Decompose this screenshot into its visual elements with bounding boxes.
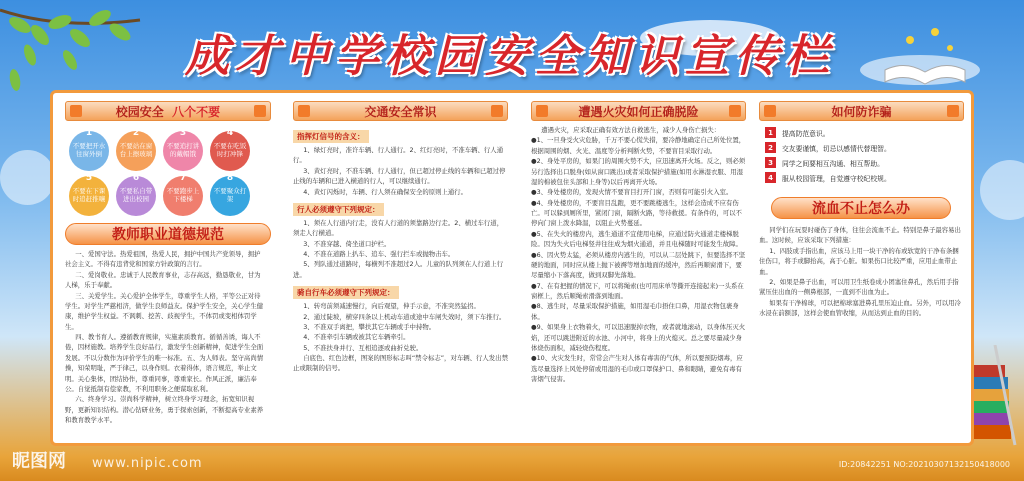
dont-text: 不要在吃饭时打冲锋 xyxy=(213,142,247,158)
traffic-line: 1、绿灯亮时，准许车辆、行人通行。2、红灯亮时，不准车辆、行人通行。 xyxy=(293,146,504,165)
fire-item: ●1、一旦身受火灾危胁，千万不要心慌失措，要冷静地确定自己所处位置，根据周围的烟、火光、温度等分析判断火势，不要盲目采取行动。 xyxy=(531,136,746,155)
bleeding-paragraph: 1、四肢或手指出血，应该马上用一块干净的布或软宽的干净布条捆住伤口，将手或脚抬高，高于心脏。如果伤口比较严重，应用止血带止血。 xyxy=(759,246,959,276)
traffic-line: 4、不准牵引车辆或被其它车辆牵引。 xyxy=(303,333,410,342)
fraud-title: 如何防诈骗 xyxy=(831,104,892,119)
bleeding-paragraph: 2、如果是鼻子出血，可以用卫生纸卷成小团塞住鼻孔，然后用手指紧压住出血的一侧鼻根部，一直到不出血为止。 xyxy=(759,277,959,297)
dont-item-6 xyxy=(116,173,156,216)
bleeding-header: 流血不止怎么办 xyxy=(771,197,951,219)
pedestrian-subtitle: 行人必须遵守下列规定： xyxy=(293,203,384,216)
traffic-header xyxy=(293,101,508,121)
dont-number: 3 xyxy=(179,128,187,138)
dont-item-7 xyxy=(163,173,203,216)
fire-item: ●3、身处楼房的，发现火情不要盲目打开门窗，否则有可能引火入室。 xyxy=(531,188,733,197)
fire-escape-list xyxy=(531,135,746,384)
bleeding-paragraph: 同学们在玩耍时碰伤了身体，往往会流血不止。特别是鼻子最容易出血。这时候，应该采取下列措施： xyxy=(759,226,961,245)
dont-item-5 xyxy=(69,173,109,216)
dont-number: 4 xyxy=(226,128,234,138)
fraud-list xyxy=(759,127,964,183)
fraud-number: 3 xyxy=(765,157,776,168)
fraud-header xyxy=(759,101,964,121)
ethics-paragraph: 四、教书育人。遵循教育规律，实施素质教育。循循善诱，诲人不倦，因材施教。培养学生良好品行，激发学生创新精神，促进学生全面发展。不以分数作为评价学生的唯一标准。五、为人师表。坚守高尚情操，知荣明耻，严于律己，以身作则。衣着得体，语言规范，举止文明。关心集体，团结协作，尊重同事，尊重家长。作风正派，廉洁奉公。自觉抵制有偿家教，不利用职务之便谋取私利。 xyxy=(65,333,264,393)
column-traffic xyxy=(293,101,508,374)
dont-text: 不要私自带进出校园 xyxy=(119,187,153,203)
traffic-line: 5、不准扶身并行、互相追逐或曲折兑驶。 xyxy=(303,343,423,352)
bulletin-board xyxy=(50,90,974,446)
bleeding-text xyxy=(759,225,964,318)
dont-text: 不要追打讲的戴帽饿 xyxy=(166,142,200,158)
traffic-line: 2、通过陡坡，横穿四条以上机动车道或途中车闸失效时，须下车推行。 xyxy=(303,312,506,321)
fraud-number: 4 xyxy=(765,172,776,183)
dont-item-8 xyxy=(210,173,250,216)
fire-escape-title: 遭遇火灾如何正确脱险 xyxy=(578,104,699,119)
traffic-line: 4、不准在道路上扒车、追车、强行拦车或抛物击车。 xyxy=(303,250,455,258)
dont-number: 7 xyxy=(179,173,187,183)
ethics-paragraph: 二、爱岗敬业。忠诚于人民教育事业，志存高远，勤恳敬业，甘为人梯，乐于奉献。 xyxy=(65,270,261,290)
ethics-paragraph: 一、爱国守法。热爱祖国，热爱人民，拥护中国共产党领导，拥护社会主义。不得有违背党和国家方针政策的言行。 xyxy=(65,250,261,269)
traffic-line: 自底色、红色边框，图案的图形标志叫“禁令标志”，对车辆、行人发出禁止或限制的信号。 xyxy=(293,354,508,373)
teacher-ethics-text xyxy=(65,249,265,425)
dont-number: 5 xyxy=(85,173,93,183)
dont-item-1 xyxy=(69,128,109,171)
ethics-paragraph: 三、关爱学生。关心爱护全体学生，尊重学生人格，平等公正对待学生。对学生严慈相济，做学生良师益友。保护学生安全，关心学生健康，维护学生权益。不讽刺、挖苦、歧视学生，不体罚或变相体罚学生。 xyxy=(65,291,264,331)
campus-safety-label: 校园安全 xyxy=(115,104,164,119)
traffic-line: 3、不准穿越、倚坐道口护栏。 xyxy=(303,239,391,248)
fire-escape-header xyxy=(531,101,746,121)
watermark-url: www.nipic.com xyxy=(92,456,203,471)
pedestrian-text xyxy=(293,218,508,280)
bicycle-subtitle: 骑自行车必须遵守下列规定： xyxy=(293,286,399,299)
open-book-icon xyxy=(880,20,970,90)
traffic-line: 3、不准双手离把，攀扶其它车辆或手中持物。 xyxy=(303,322,436,331)
dont-number: 8 xyxy=(226,173,234,183)
column-fraud-blood xyxy=(759,101,964,318)
dont-text: 不要站在窗台上擦玻璃 xyxy=(119,142,153,158)
fraud-text: 同学之间要相互沟通、相互帮助。 xyxy=(782,159,884,168)
fraud-item xyxy=(765,172,964,183)
dont-number: 6 xyxy=(132,173,140,183)
bicycle-text xyxy=(293,301,508,374)
page-title: 成才中学校园安全知识宣传栏 xyxy=(185,31,835,82)
fire-item: ●4、身处楼房的，不要盲目乱跑，更不要跳楼逃生，这样会造成不应有伤亡。可以躲到厕所里，紧闭门窗，隔断火路，等待救援。有条件的，可以不停向门窗上泼水降温，以阻止火势蔓延。 xyxy=(531,198,742,228)
column-campus xyxy=(65,101,271,425)
fire-item: ●7、在有把握的情况下，可以将绳索(也可用床单等撕开连接起来)一头系在窗框上，然后顺绳索滑落到地面。 xyxy=(531,281,744,300)
fire-item: ●10、火灾发生时，常常会产生对人体有毒害的气体，所以要预防烟毒，应选尽量选择上风处停留或用湿的毛巾或口罩保护口、鼻和眼睛，避免有毒有害烟气侵害。 xyxy=(531,354,743,383)
dont-number: 2 xyxy=(132,128,140,138)
teacher-ethics-header: 教师职业道德规范 xyxy=(65,223,271,245)
fraud-item xyxy=(765,157,964,168)
watermark-id: ID:20842251 NO:20210307132150418000 xyxy=(838,460,1010,469)
fraud-item xyxy=(765,142,964,153)
fraud-text: 提高防范意识。 xyxy=(782,129,830,138)
traffic-line: 1、转弯前须减速慢行，向后观望，伸手示意，不准突然猛拐。 xyxy=(303,302,480,311)
dont-item-3 xyxy=(163,128,203,171)
dont-item-4 xyxy=(210,128,250,171)
dont-text: 不要跑步上下楼梯 xyxy=(166,187,200,203)
traffic-line: 4、黄灯闪烁时，车辆、行人须在确保安全的原则上通行。 xyxy=(303,187,468,196)
dont-number: 1 xyxy=(85,128,93,138)
fraud-number: 2 xyxy=(765,142,776,153)
eight-donts-grid xyxy=(65,129,250,219)
traffic-line: 5、列队通过道路时，每横列不准超过2人。儿童的队列须在人行道上行进。 xyxy=(293,260,504,279)
fire-item: ●5、在失火的楼房内，逃生通道不宜使用电梯，应通过防火通道走楼梯脱险。因为失火后电梯竖井往往成为烟火通道，并且电梯随时可能发生故障。 xyxy=(531,229,742,249)
fire-item: ●2、身处平房的，如果门的周围火势不大，应迅速离开火场。反之，则必须另行选择出口脱身(如从窗口跳出)或者采取保护措施(如用水淋湿衣服、用湿湿的棉被包住头部和上身等)以后再离开火场。 xyxy=(531,157,746,186)
traffic-signal-text xyxy=(293,145,508,197)
fire-item: ●9、如果身上衣物着火，可以迅速脱掉衣物，或者就地滚动，以身体压灭火焰，还可以跳进附近的水池、小河中，将身上的火熄灭。总之要尽量减少身体烧伤面积，减轻烧伤程度。 xyxy=(531,323,746,352)
dont-text: 不要聚众打架 xyxy=(213,187,247,203)
column-fire xyxy=(531,101,746,384)
fraud-text: 交友要谨慎，切忌以感情代替理智。 xyxy=(782,144,891,153)
dont-item-2 xyxy=(116,128,156,171)
fraud-item xyxy=(765,127,964,138)
bleeding-paragraph: 如果有干净棉球，可以把棉球塞进鼻孔里压迫止血。另外，可以用冷水浸在前额部，这样会使血管收缩，从而达到止血的目的。 xyxy=(759,298,961,317)
ethics-paragraph: 六、终身学习。崇尚科学精神，树立终身学习理念，拓宽知识视野，更新知识结构。潜心钻研业务，勇于探索创新，不断提高专业素养和教育教学水平。 xyxy=(65,395,264,424)
fraud-text: 服从校园管理，自觉遵守校纪校规。 xyxy=(782,174,891,183)
traffic-title: 交通安全常识 xyxy=(364,104,437,119)
traffic-signal-subtitle: 指挥灯信号的含义： xyxy=(293,130,369,143)
dont-text: 不要在下课时追赶推嚷 xyxy=(72,187,106,203)
eight-donts-label: 八个不要 xyxy=(172,104,221,119)
dont-text: 不要把开水往窗外倒 xyxy=(72,142,106,158)
fraud-number: 1 xyxy=(765,127,776,138)
fire-intro: 遭遇火灾，应采取正确有效方法自救逃生，减少人身伤亡损失： xyxy=(541,126,721,134)
fire-item: ●6、因火势太猛，必须从楼房内逃生的，可以从二层处跳下，但要选择不坚硬的地面，同时应从楼上抛下被褥等增加地面的缓冲，然后再顺窗滑下，要尽量缩小下落高度，做到双脚先落地。 xyxy=(531,250,746,280)
traffic-line: 1、须在人行道内行走，没有人行道的须靠路边行走。2、横过车行道，须走人行横道。 xyxy=(293,218,504,238)
traffic-line: 3、黄灯亮时，不准车辆、行人通行，但已超过停止线的车辆和已超过停止线的车辆和已进入横道的行人，可以继续通行。 xyxy=(293,166,506,186)
campus-safety-header xyxy=(65,101,271,121)
fire-item: ●8、逃生时，尽量采取保护措施，如用湿毛巾捂住口鼻，用湿衣物包裹身体。 xyxy=(531,302,739,321)
watermark-logo: 昵图网 xyxy=(12,451,66,472)
